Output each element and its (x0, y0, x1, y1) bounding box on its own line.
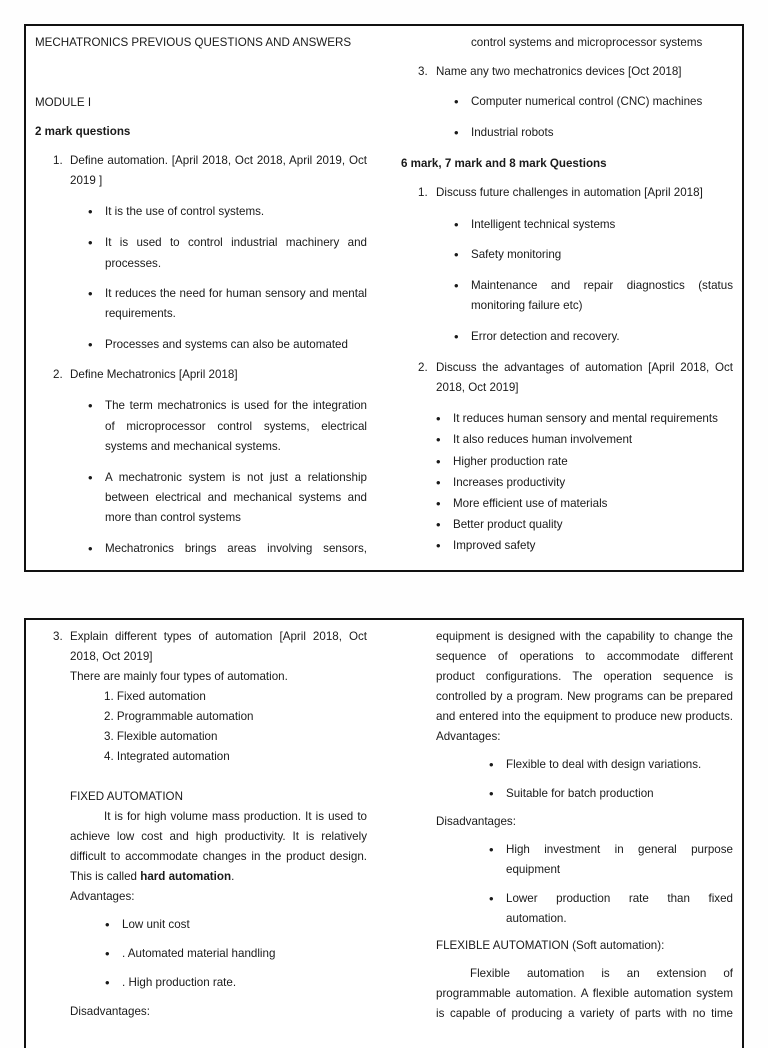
list-item-continuation: more than control systems (105, 511, 241, 524)
list-item-continuation: systems and mechanical systems. (105, 440, 281, 453)
paragraph-line: is capable of producing a variety of parts with no time (436, 1007, 733, 1020)
paragraph-line: programmable automation. A flexible automation system (436, 987, 733, 1000)
list-item: • It is used to control industrial machinery and (105, 233, 367, 254)
r2-number: 2. (418, 361, 428, 374)
paragraph-line: equipment is designed with the capability to change the (436, 630, 733, 643)
paragraph-line: sequence of operations to accommodate different (436, 650, 733, 663)
q3-question-line1: Explain different types of automation [April 2018, Oct (70, 630, 367, 643)
list-item: • It is the use of control systems. (105, 202, 264, 223)
r1-number: 1. (418, 186, 428, 199)
types-intro: There are mainly four types of automation. (70, 670, 288, 683)
q3-number: 3. (418, 65, 428, 78)
paragraph-line: product configurations. The operation sequence is (436, 670, 733, 683)
q1-question-line2: 2019 ] (70, 174, 103, 187)
two-mark-heading: 2 mark questions (35, 125, 131, 138)
list-item-continuation: between electrical and mechanical systems and (105, 491, 367, 504)
continuation-text: control systems and microprocessor systems (471, 36, 703, 49)
list-item: • Better product quality (453, 515, 563, 536)
advantages-label: Advantages: (70, 890, 135, 903)
advantages-label: Advantages: (436, 730, 501, 743)
list-item: • Computer numerical control (CNC) machines (471, 92, 702, 113)
list-item: • The term mechatronics is used for the integration (105, 396, 367, 417)
flexible-automation-heading: FLEXIBLE AUTOMATION (Soft automation): (436, 939, 665, 952)
paragraph-line: difficult to accommodate changes in the product design. (70, 850, 367, 863)
list-item: • Mechatronics brings areas involving sensors, (105, 539, 367, 560)
list-item: • A mechatronic system is not just a relationship (105, 468, 367, 489)
list-item: • Error detection and recovery. (471, 327, 620, 348)
list-item: • High investment in general purpose (506, 840, 733, 861)
paragraph-text: . (231, 870, 235, 883)
list-item-continuation: automation. (506, 912, 567, 925)
paragraph-line: Flexible automation is an extension of (470, 967, 733, 980)
fixed-automation-heading: FIXED AUTOMATION (70, 790, 183, 803)
list-item: • Intelligent technical systems (471, 215, 615, 236)
r1-question: Discuss future challenges in automation [April 2018] (436, 186, 703, 199)
list-item-continuation: monitoring failure etc) (471, 299, 583, 312)
r2-question-line2: 2018, Oct 2019] (436, 381, 519, 394)
paragraph-line (70, 867, 234, 888)
q3-question: Name any two mechatronics devices [Oct 2018] (436, 65, 682, 78)
list-item: • . High production rate. (122, 973, 236, 994)
list-item: • It reduces human sensory and mental requirements (453, 409, 718, 430)
list-item: 2. Programmable automation (104, 710, 254, 723)
paragraph-line: achieve low cost and high productivity. It is relatively (70, 830, 367, 843)
paragraph-line: and entered into the equipment to produce new products. (436, 710, 733, 723)
document-page-2 (24, 618, 744, 1048)
six-mark-heading: 6 mark, 7 mark and 8 mark Questions (401, 157, 607, 170)
q2-question: Define Mechatronics [April 2018] (70, 368, 238, 381)
list-item: • Higher production rate (453, 452, 568, 473)
list-item: • It reduces the need for human sensory and mental (105, 284, 367, 305)
q3-question-line2: 2018, Oct 2019] (70, 650, 153, 663)
q2-number: 2. (53, 368, 63, 381)
list-item-continuation: processes. (105, 257, 162, 270)
list-item: 4. Integrated automation (104, 750, 230, 763)
list-item: • . Automated material handling (122, 944, 275, 965)
document-page-1 (24, 24, 744, 572)
list-item: • Industrial robots (471, 123, 554, 144)
list-item: • Processes and systems can also be automated (105, 335, 348, 356)
list-item-continuation: of microprocessor control systems, electrical (105, 420, 367, 433)
hard-automation-term: hard automation (140, 870, 232, 883)
list-item: • Lower production rate than fixed (506, 889, 733, 910)
module-heading: MODULE I (35, 96, 92, 109)
document-title: MECHATRONICS PREVIOUS QUESTIONS AND ANSWERS (35, 36, 352, 49)
disadvantages-label: Disadvantages: (70, 1005, 150, 1018)
list-item: • Safety monitoring (471, 245, 561, 266)
list-item: • Low unit cost (122, 915, 190, 936)
list-item: • Flexible to deal with design variations. (506, 755, 701, 776)
q1-number: 1. (53, 154, 63, 167)
paragraph-text: This is called (70, 870, 141, 883)
list-item: • Increases productivity (453, 473, 565, 494)
list-item: • It also reduces human involvement (453, 430, 632, 451)
paragraph-line: It is for high volume mass production. It is used to (104, 810, 367, 823)
q1-question-line1: Define automation. [April 2018, Oct 2018, April 2019, Oct (70, 154, 367, 167)
r2-question-line1: Discuss the advantages of automation [April 2018, Oct (436, 361, 733, 374)
q3-number: 3. (53, 630, 63, 643)
disadvantages-label: Disadvantages: (436, 815, 516, 828)
list-item: • Suitable for batch production (506, 784, 654, 805)
list-item: 1. Fixed automation (104, 690, 206, 703)
list-item: 3. Flexible automation (104, 730, 218, 743)
list-item-continuation: requirements. (105, 307, 176, 320)
paragraph-line: controlled by a program. New programs can be prepared (436, 690, 733, 703)
list-item: • More efficient use of materials (453, 494, 607, 515)
list-item: • Maintenance and repair diagnostics (status (471, 276, 733, 297)
list-item: • Improved safety (453, 536, 535, 557)
list-item-continuation: equipment (506, 863, 561, 876)
